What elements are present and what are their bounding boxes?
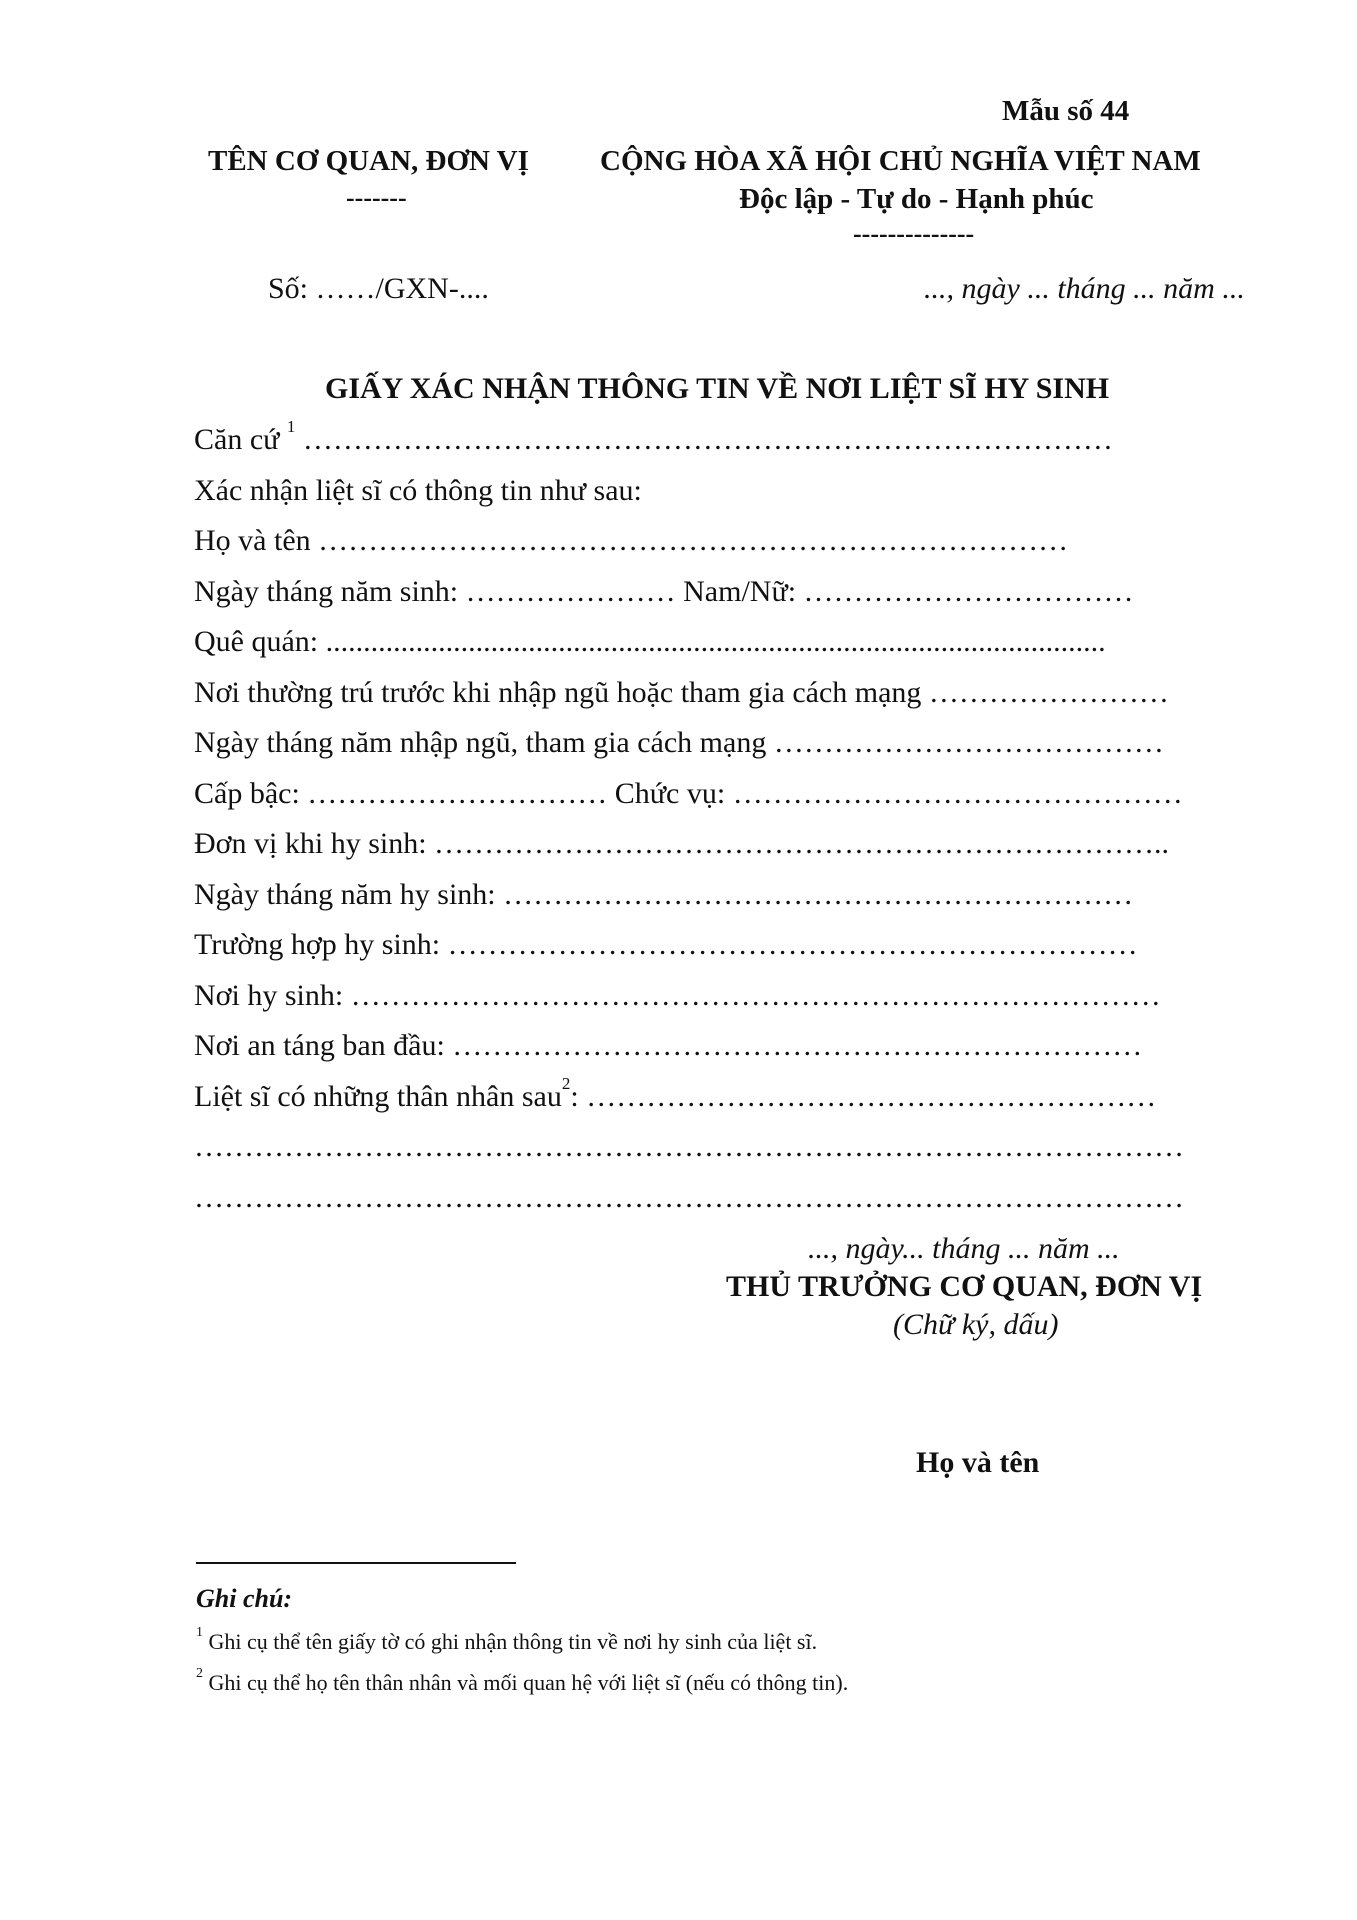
republic-name: CỘNG HÒA XÃ HỘI CHỦ NGHĨA VIỆT NAM (600, 145, 1201, 177)
signatory-title: THỦ TRƯỞNG CƠ QUAN, ĐƠN VỊ (726, 1270, 1203, 1303)
motto-dashes: -------------- (853, 219, 975, 248)
national-motto: Độc lập - Tự do - Hạnh phúc (739, 183, 1094, 215)
field-rank-position: Cấp bậc: ………………………… Chức vụ: ……………………………………… (194, 777, 1183, 810)
field-death-date: Ngày tháng năm hy sinh: ……………………………………………………… (194, 878, 1134, 911)
footnote-divider (196, 1562, 516, 1564)
field-birth-date-gender: Ngày tháng năm sinh: ………………… Nam/Nữ: …………………………… (194, 575, 1134, 608)
document-number: Số: ……/GXN-.... (268, 272, 489, 305)
blank-line-2: ……………………………………………………………………………………… (194, 1181, 1184, 1214)
blank-line-1: ……………………………………………………………………………………… (194, 1130, 1184, 1163)
field-burial-place: Nơi an táng ban đầu: …………………………………………………………… (194, 1029, 1143, 1062)
field-enlistment-date: Ngày tháng năm nhập ngũ, tham gia cách mạng ………………………………… (194, 726, 1164, 759)
footnote-2: $^2$ Ghi cụ thể họ tên thân nhân và mối quan hệ với liệt sĩ (nếu có thông tin). (196, 1666, 849, 1695)
signatory-name: Họ và tên (916, 1446, 1040, 1479)
field-death-place: Nơi hy sinh: ……………………………………………………………………… (194, 979, 1161, 1012)
signature-hint: (Chữ ký, dấu) (893, 1308, 1059, 1341)
notes-heading: Ghi chú: (196, 1584, 293, 1613)
footnote-1: $^1$ Ghi cụ thể tên giấy tờ có ghi nhận thông tin về nơi hy sinh của liệt sĩ. (196, 1625, 818, 1654)
agency-name: TÊN CƠ QUAN, ĐƠN VỊ (208, 145, 529, 177)
field-circumstance: Trường hợp hy sinh: …………………………………………………………… (194, 928, 1138, 961)
signature-date: ..., ngày... tháng ... năm ... (808, 1232, 1120, 1265)
form-number: Mẫu số 44 (1002, 95, 1130, 127)
field-full-name: Họ và tên ………………………………………………………………… (194, 524, 1069, 557)
field-residence: Nơi thường trú trước khi nhập ngũ hoặc tham gia cách mạng …………………… (194, 676, 1169, 709)
field-hometown: Quê quán: ........................................................................................................ (194, 625, 1106, 658)
agency-dashes: ------- (346, 183, 407, 212)
footnote-ref-1: 1 (286, 417, 296, 436)
document-title: GIẤY XÁC NHẬN THÔNG TIN VỀ NƠI LIỆT SĨ HY SINH (325, 372, 1110, 405)
issue-date: ..., ngày ... tháng ... năm ... (924, 272, 1245, 305)
confirmation-intro: Xác nhận liệt sĩ có thông tin như sau: (194, 474, 642, 507)
field-unit: Đơn vị khi hy sinh: ……………………………………………………………….. (194, 827, 1170, 860)
field-can-cu: Căn cứ $^1$ ……………………………………………………………………… (194, 417, 1113, 456)
field-relatives: Liệt sĩ có những thân nhân sau$^2$: ………………………………………………… (194, 1074, 1157, 1113)
footnote-ref-2: 2 (561, 1074, 571, 1093)
